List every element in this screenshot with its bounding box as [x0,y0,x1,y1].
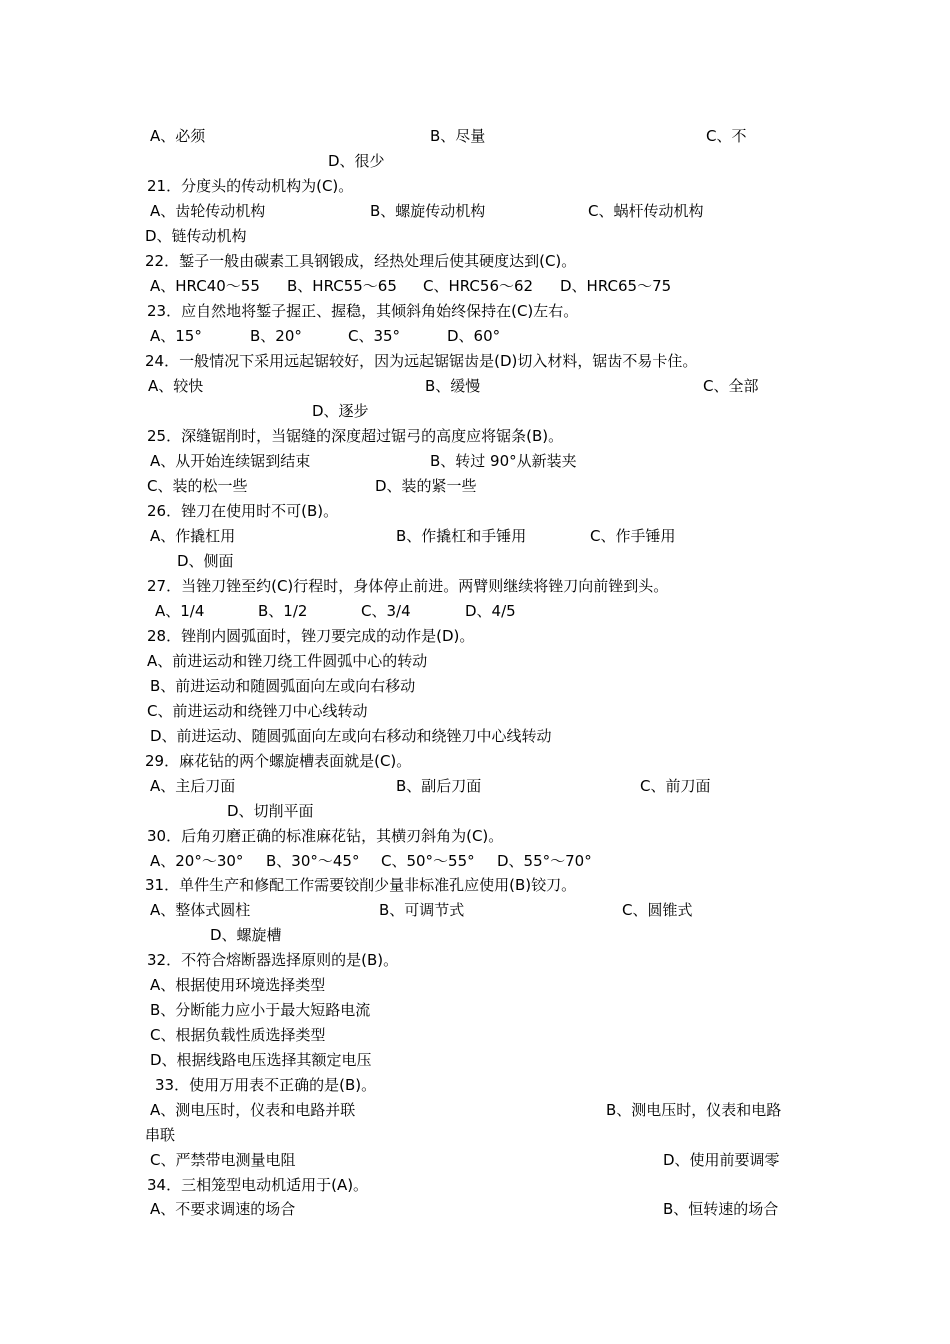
option-32-c: C、根据负载性质选择类型 [150,1026,326,1044]
option-29-a: A、主后刀面 [150,777,236,795]
option-29-b: B、副后刀面 [396,777,482,795]
question-29: 29．麻花钻的两个螺旋槽表面就是(C)。 [145,752,412,770]
option-34-b: B、恒转速的场合 [663,1200,779,1218]
option-26-b: B、作撬杠和手锤用 [396,527,527,545]
question-31: 31．单件生产和修配工作需要铰削少量非标准孔应使用(B)铰刀。 [145,876,577,894]
option-30-c: C、50°～55° [381,852,475,870]
question-24: 24．一般情况下采用远起锯较好，因为远起锯锯齿是(D)切入材料，锯齿不易卡住。 [145,352,698,370]
option-27-c: C、3/4 [361,602,411,620]
option-33-c: C、严禁带电测量电阻 [150,1151,296,1169]
option-32-a: A、根据使用环境选择类型 [150,976,326,994]
option-22-a: A、HRC40～55 [150,277,260,295]
option-29-c: C、前刀面 [640,777,711,795]
question-26: 26．锉刀在使用时不可(B)。 [147,502,339,520]
option-26-c: C、作手锤用 [590,527,676,545]
question-23: 23．应自然地将錾子握正、握稳，其倾斜角始终保持在(C)左右。 [147,302,579,320]
question-33: 33．使用万用表不正确的是(B)。 [155,1076,377,1094]
option-27-a: A、1/4 [155,602,205,620]
option-24-d: D、逐步 [312,402,369,420]
option-21-a: A、齿轮传动机构 [150,202,266,220]
option-26-d: D、侧面 [177,552,234,570]
option-31-b: B、可调节式 [379,901,465,919]
option-20-b: B、尽量 [430,127,486,145]
option-20-a: A、必须 [150,127,206,145]
option-27-d: D、4/5 [465,602,516,620]
option-31-c: C、圆锥式 [622,901,693,919]
option-32-b: B、分断能力应小于最大短路电流 [150,1001,371,1019]
option-27-b: B、1/2 [258,602,308,620]
question-22: 22．錾子一般由碳素工具钢锻成，经热处理后使其硬度达到(C)。 [145,252,577,270]
option-25-a: A、从开始连续锯到结束 [150,452,311,470]
option-32-d: D、根据线路电压选择其额定电压 [150,1051,372,1069]
question-30: 30．后角刃磨正确的标准麻花钻，其横刃斜角为(C)。 [147,827,504,845]
option-20-c: C、不 [706,127,747,145]
option-25-b: B、转过 90°从新装夹 [430,452,577,470]
option-30-a: A、20°～30° [150,852,244,870]
option-22-c: C、HRC56～62 [423,277,534,295]
question-25: 25．深缝锯削时，当锯缝的深度超过锯弓的高度应将锯条(B)。 [147,427,564,445]
option-33-b: B、测电压时，仪表和电路 [606,1101,782,1119]
option-21-c: C、蜗杆传动机构 [588,202,704,220]
option-33-a: A、测电压时，仪表和电路并联 [150,1101,356,1119]
option-21-b: B、螺旋传动机构 [370,202,486,220]
question-32: 32．不符合熔断器选择原则的是(B)。 [147,951,399,969]
option-23-b: B、20° [250,327,302,345]
option-34-a: A、不要求调速的场合 [150,1200,296,1218]
option-30-b: B、30°～45° [266,852,360,870]
option-25-d: D、装的紧一些 [375,477,477,495]
option-23-c: C、35° [348,327,401,345]
option-28-c: C、前进运动和绕锉刀中心线转动 [147,702,368,720]
option-24-a: A、较快 [148,377,204,395]
option-25-c: C、装的松一些 [147,477,248,495]
option-24-b: B、缓慢 [425,377,481,395]
option-31-d: D、螺旋槽 [210,926,282,944]
option-23-d: D、60° [447,327,501,345]
question-28: 28．锉削内圆弧面时，锉刀要完成的动作是(D)。 [147,627,475,645]
option-33-b-wrap: 串联 [145,1126,176,1144]
option-23-a: A、15° [150,327,202,345]
option-29-d: D、切削平面 [227,802,314,820]
question-21: 21．分度头的传动机构为(C)。 [147,177,354,195]
option-33-d: D、使用前要调零 [663,1151,780,1169]
question-34: 34．三相笼型电动机适用于(A)。 [147,1176,369,1194]
option-28-a: A、前进运动和锉刀绕工件圆弧中心的转动 [147,652,428,670]
option-26-a: A、作撬杠用 [150,527,236,545]
option-24-c: C、全部 [703,377,759,395]
option-28-b: B、前进运动和随圆弧面向左或向右移动 [150,677,416,695]
option-30-d: D、55°～70° [497,852,592,870]
question-27: 27．当锉刀锉至约(C)行程时，身体停止前进。两臂则继续将锉刀向前锉到头。 [147,577,669,595]
option-28-d: D、前进运动、随圆弧面向左或向右移动和绕锉刀中心线转动 [150,727,552,745]
option-22-b: B、HRC55～65 [287,277,397,295]
option-21-d: D、链传动机构 [145,227,247,245]
option-20-d: D、很少 [328,152,385,170]
option-31-a: A、整体式圆柱 [150,901,251,919]
option-22-d: D、HRC65～75 [560,277,672,295]
